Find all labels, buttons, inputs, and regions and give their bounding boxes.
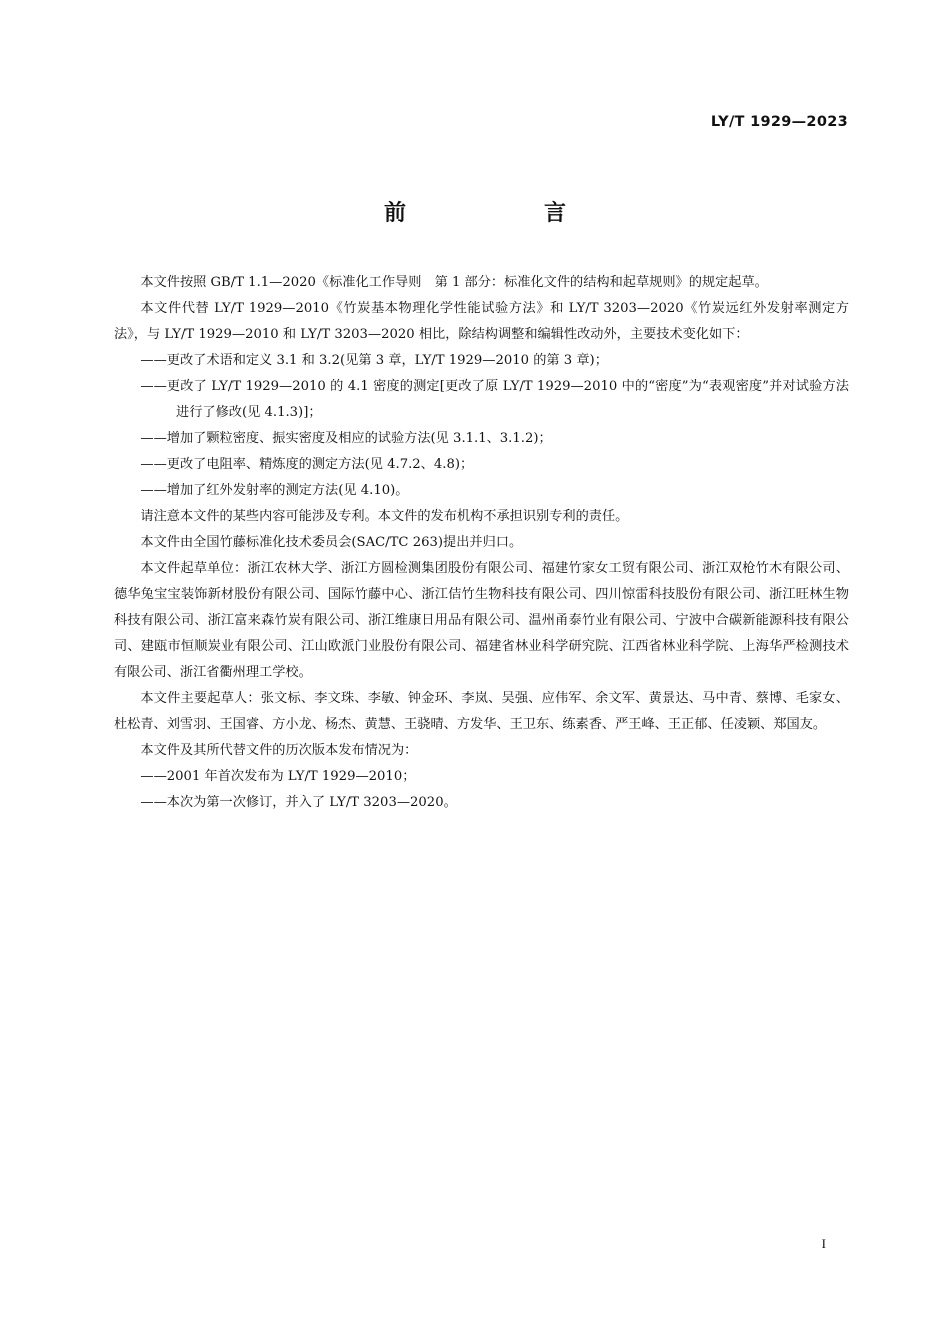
page-title: 前 言 [383,201,624,226]
page-number: I [821,1236,826,1251]
paragraph-committee: 本文件由全国竹藤标准化技术委员会(SAC/TC 263)提出并归口。 [140,535,523,550]
paragraph-drafting-units: 本文件起草单位：浙江农林大学、浙江方圆检测集团股份有限公司、福建竹家女工贸有限公司、浙江双枪竹木有限公司、德华兔宝宝装饰新材股份有限公司、国际竹藤中心、浙江佶竹生物科技有限公司、四川惊雷科技股份有限公司、浙江旺林生物科技有限公司、浙江富来森竹炭有限公司、浙江维康日用品有限公司、温州甬泰竹业有限公司、宁波中合碳新能源科技有限公司、建瓯市恒顺炭业有限公司、江山欧派门业股份有限公司、福建省林业科学研究院、江西省林业科学院、上海华严检测技术有限公司、浙江省衢州理工学校。 [114,561,849,680]
history-item: ——2001 年首次发布为 LY/T 1929—2010； [140,769,416,784]
paragraph-patent-notice: 请注意本文件的某些内容可能涉及专利。本文件的发布机构不承担识别专利的责任。 [140,509,629,524]
change-item: ——更改了术语和定义 3.1 和 3.2(见第 3 章，LY/T 1929—2010 的第 3 章)； [140,353,608,368]
history-item: ——本次为第一次修订，并入了 LY/T 3203—2020。 [140,795,457,810]
paragraph-drafting-rules: 本文件按照 GB/T 1.1—2020《标准化工作导则 第 1 部分：标准化文件的结构和起草规则》的规定起草。 [140,275,768,290]
document-code: LY/T 1929—2023 [710,114,848,130]
paragraph-history: 本文件及其所代替文件的历次版本发布情况为： [140,743,418,758]
change-item: ——更改了电阻率、精炼度的测定方法(见 4.7.2、4.8)； [140,457,474,472]
change-item: ——更改了 LY/T 1929—2010 的 4.1 密度的测定[更改了原 LY/T 1929—2010 中的“密度”为“表观密度”并对试验方法进行了修改(见 4.1.3)]； [140,379,849,420]
paragraph-replacement: 本文件代替 LY/T 1929—2010《竹炭基本物理化学性能试验方法》和 LY/T 3203—2020《竹炭远红外发射率测定方法》，与 LY/T 1929—2010 和 LY/T 3203—2020 相比，除结构调整和编辑性改动外，主要技术变化如下： [114,301,849,342]
paragraph-drafters: 本文件主要起草人：张文标、李文珠、李敏、钟金环、李岚、吴强、应伟军、余文军、黄景达、马中青、蔡博、毛家女、杜松青、刘雪羽、王国睿、方小龙、杨杰、黄慧、王骁晴、方发华、王卫东、练素香、严王峰、王正郁、任凌颖、郑国友。 [114,691,849,732]
change-item: ——增加了颗粒密度、振实密度及相应的试验方法(见 3.1.1、3.1.2)； [140,431,552,446]
change-item: ——增加了红外发射率的测定方法(见 4.10)。 [140,483,409,498]
document-body [114,270,849,816]
